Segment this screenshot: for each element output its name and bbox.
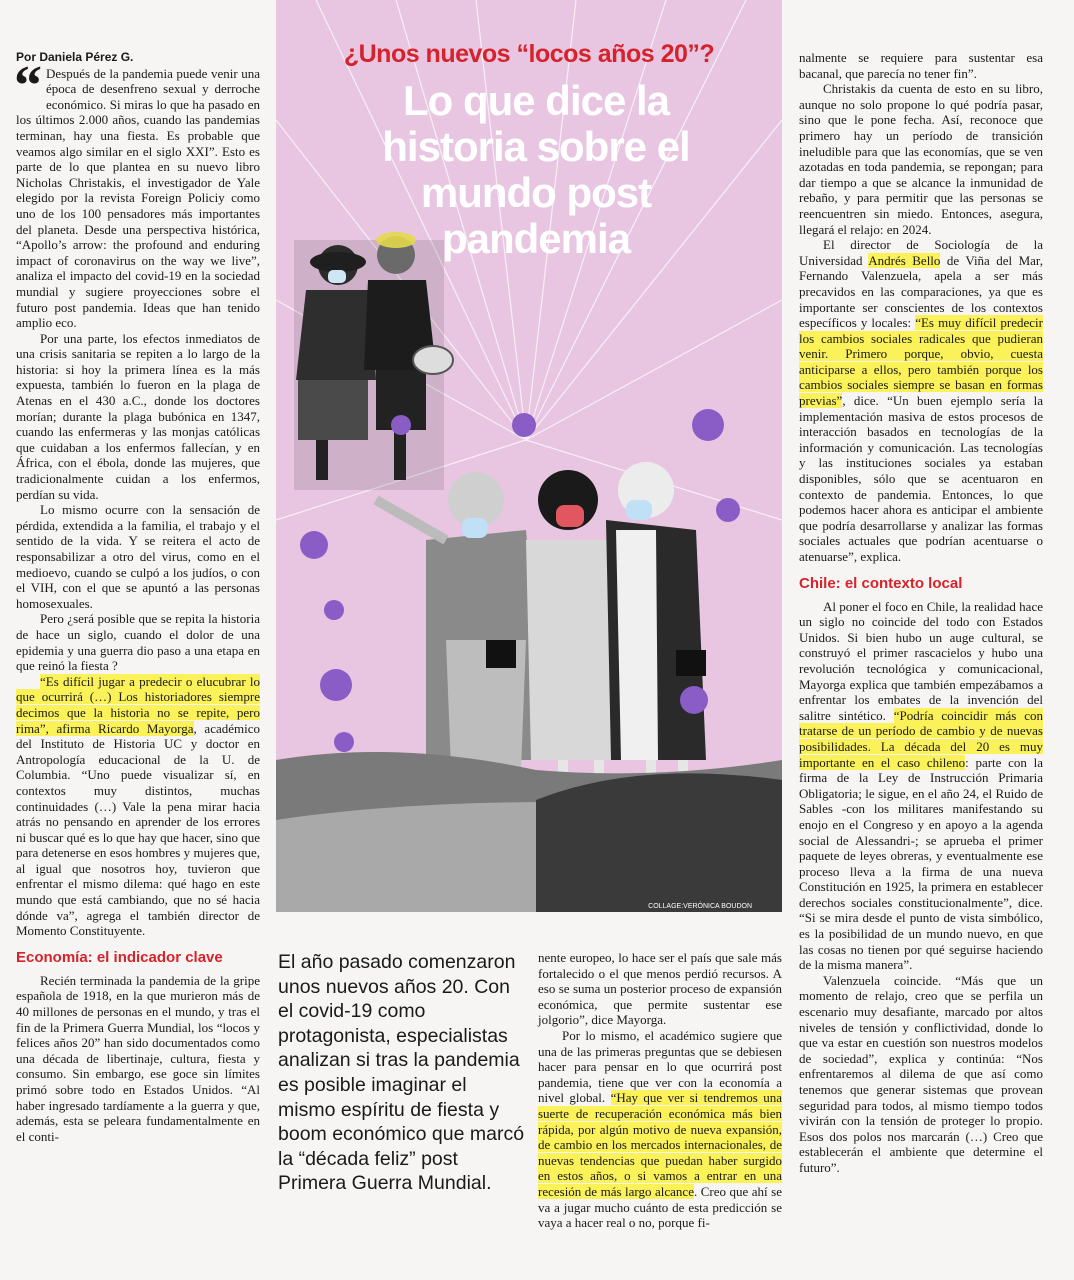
article-paragraph: Valenzuela coincide. “Más que un momento de relajo, creo que se perfila un escenario muy desafiante, marcado por altos niveles de tensión y conflictividad, donde lo que va estar en cuestión son nuestros modelos de sociedad”, explica y continúa: “Nos enfrentaremos al dilema de que así como tenemos que generar sistemas que provean seguridad para todos, al mismo tiempo todos vivirán con la tensión de proteger lo propio. Esos dos polos nos marcarán (…) Creo que establecerán el ambiente que determine el futuro”. (799, 972, 1043, 1175)
subheading-chile: Chile: el contexto local (799, 574, 963, 592)
highlighted-quote: “Es difícil jugar a predecir o elucubrar lo que ocurrirá (…) Los historiadores siempre decimos que la historia no se repite, pero rima”, afirma Ricardo Mayorga (16, 673, 260, 736)
article-paragraph: Recién terminada la pandemia de la gripe española de 1918, en la que murieron más de 40 millones de personas en el mundo, y tras el fin de la Primera Guerra Mundial, los “locos y felices años 20” han sido documentados como una década de libertinaje, cultura, fiesta y consumo. Sin embargo, ese goce sin límites primó sobre todo en Estados Unidos. “Al haber ingresado tardíamente a la guerra y que, además, esta se peleara fundamentalmente en el conti- (16, 972, 260, 1144)
kicker: ¿Unos nuevos “locos años 20”? (343, 40, 715, 68)
paragraph-text: Al poner el foco en Chile, la realidad hace un siglo no coincide del todo con Estados Unidos. Si bien hubo un auge cultural, se construyó el primer rascacielos y hubo una revolución tecnológica y comunicacional, Mayorga explica que también empezábamos a enfrentar los embates de la invención del salitre sintético. (799, 598, 1043, 723)
paragraph-text: , dice. “Un buen ejemplo sería la implementación masiva de estos procesos de interacción basados en tecnologías de la información y comunicación. Las tecnologías y las instituciones sociales ya estaban disponibles, sólo que se acentuaron en contexto de pandemia. Entonces, lo que podemos hacer ahora es anticipar el ambiente que podría desarrollarse y analizar las formas sociales actuales que podrían acentuarse o atenuarse”, explica. (799, 393, 1043, 564)
photo-credit: COLLAGE:VERÓNICA BOUDON (648, 903, 752, 910)
article-paragraph (16, 674, 260, 939)
quote-mark: “ (14, 54, 42, 117)
paragraph-text: . Creo que ahí se va a jugar mucho cuánto de esta predicción se vaya a hacer real o no, porque fi- (538, 1183, 782, 1231)
highlighted-quote: “Es muy difícil predecir los cambios sociales radicales que pudieran venir. Primero porque, obvio, cuesta anticiparse a ellos, pero también porque los cambios sociales siempre se basan en formas previas” (799, 315, 1043, 409)
article-paragraph: Pero ¿será posible que se repita la historia de hace un siglo, cuando el dolor de una epidemia y una guerra dio paso a una etapa en que reinó la fiesta ? (16, 611, 260, 674)
highlighted-name: Andrés Bello (868, 252, 941, 268)
article-paragraph: Lo mismo ocurre con la sensación de pérdida, extendida a la familia, el trabajo y el sentido de la vida. Y se reitera el acto de responsabilizar a otro del virus, como en el medioevo, cuando se culpó a los judíos, o con el VIH, con el que se apuntó a las personas homosexuales. (16, 502, 260, 611)
article-paragraph (538, 1028, 782, 1231)
article-paragraph: nente europeo, lo hace ser el país que sale más fortalecido o el que menos perdió recursos. A eso se suma un posterior proceso de expansión económica, que permite sustentar ese jolgorio”, dice Mayorga. (538, 950, 782, 1028)
article-paragraph: Por una parte, los efectos inmediatos de una crisis sanitaria se repiten a lo largo de la historia: si hoy la primera línea es la más expuesta, también lo fueron en la plaga de Atenas en el 430 a.C., donde los doctores morían; durante la plaga bubónica en 1347, cuando las enfermeras y las monjas católicas que cuidaban a los enfermos fallecían, y en África, con el ébola, donde las mujeres, que tradicionalmente cuidan a los enfermos, perdían su vida. (16, 330, 260, 502)
article-paragraph: Christakis da cuenta de esto en su libro, aunque no solo propone lo qué podría pasar, sino que le pone fecha. Así, reconoce que primero hay un período de transición ineludible para que las economías, que se ven azotadas en toda pandemia, se repongan; para dar tiempo a que se alcance la inmunidad de rebaño, y para permitir que las personas se reencuentren sin miedo. Entonces, asegura, llegará el relajo: en 2024. (799, 81, 1043, 237)
headline: Lo que dice la historia sobre el mundo post pandemia (382, 77, 690, 262)
article-paragraph (799, 599, 1043, 973)
subheading-economia: Economía: el indicador clave (16, 948, 223, 966)
column-left (16, 50, 260, 1144)
paragraph-text: de Viña del Mar, Fernando Valenzuela, apela a ser más precavidos en las comparaciones, ya que es importante ser conscientes de los contextos específicos y locales: (799, 252, 1043, 331)
beach-ground-photo-icon (276, 752, 782, 912)
deck-summary: El año pasado comenzaron unos nuevos años 20. Con el covid-19 como protagonista, especialistas analizan si tras la pandemia es posible imaginar el mismo espíritu de fiesta y boom económico que marcó la “década feliz” post Primera Guerra Mundial. (278, 951, 525, 1195)
column-middle (538, 950, 782, 1231)
lead-text: Después de la pandemia puede venir una época de desenfreno sexual y derroche económico. Si miras lo que ha pasado en los últimos 2.000 años, cuando las pandemias terminan, hay una fiesta. Es probable que veamos algo similar en el siglo XXI”. Esto es parte de lo que plantea en su nuevo libro Nicholas Christakis, el investigador de Yale elegido por la revista Foreign Policiy como uno de los 100 pensadores más importantes del planeta. Desde una perspectiva histórica, “Apollo’s arrow: the profound and enduring impact of coronavirus on the way we live”, analiza el impacto del covid-19 en la sociedad mundial y sugiere proyecciones sobre el futuro post pandemia. Ideas que han tenido amplio eco. (16, 65, 260, 331)
highlighted-quote: “Hay que ver si tendremos una suerte de recuperación económica más bien rápida, por algún motivo de nueva expansión, de cambio en los mercados internacionales, de nuevas tendencias que puedan haber surgido en estos años, o si vamos a entrar en una recesión de más largo alcance (538, 1090, 782, 1199)
paragraph-text: Por lo mismo, el académico sugiere que una de las primeras preguntas que se debiesen hacer para pensar en lo que ocurrirá post pandemia, tiene que ver con la economía a nivel global. (538, 1027, 782, 1106)
column-right (799, 50, 1043, 1176)
hero-collage (276, 0, 782, 912)
paragraph-text: , académico del Instituto de Historia UC y doctor en Antropología educacional de la U. de Columbia. “Uno puede visualizar sí, en contextos muy distintos, muchas continuidades (…) Vale la pena mirar hacia atrás no pensando en aprender de los errores ni buscar qué es lo que hay que hacer, sino que para detenerse en esos hombres y mujeres que, al igual que nosotros hoy, tuvieron que enfrentar el mismo dilema: qué hago en este mundo que está cambiando, que no sé hacia dónde va”, agrega el también director de Momento Constituyente. (16, 720, 260, 939)
paragraph-text: El director de Sociología de la Universidad (799, 237, 1043, 268)
seated-couple-photo-icon (294, 232, 453, 490)
article-paragraph: nalmente se requiere para sustentar esa bacanal, que parecía no tener fin”. (799, 50, 1043, 81)
paragraph-text: : parte con la firma de la Ley de Instrucción Primaria Obligatoria; le sigue, en el año 24, el Ruido de Sables -con los militares manifestando su enojo en el Congreso y en apoyo a la agenda social de Alessandri-; se aprueba el primer paquete de leyes obreras, y eventualmente ese proceso lleva a la firma de una nueva Constitución en 1925, la primera en establecer derechos sociales constitucionalmente”, dice. “Si se mira desde el punto de vista simbólico, es la posibilidad de un mundo nuevo, en que las cosas no tienen por qué seguirse haciendo de la misma manera”. (799, 754, 1043, 973)
article-paragraph (799, 237, 1043, 564)
highlighted-quote: “Podría coincidir más con tratarse de un período de cambio y de nuevas posibilidades. La década del 20 es muy importante en el caso chileno (799, 707, 1043, 770)
byline: Por Daniela Pérez G. (16, 50, 134, 64)
